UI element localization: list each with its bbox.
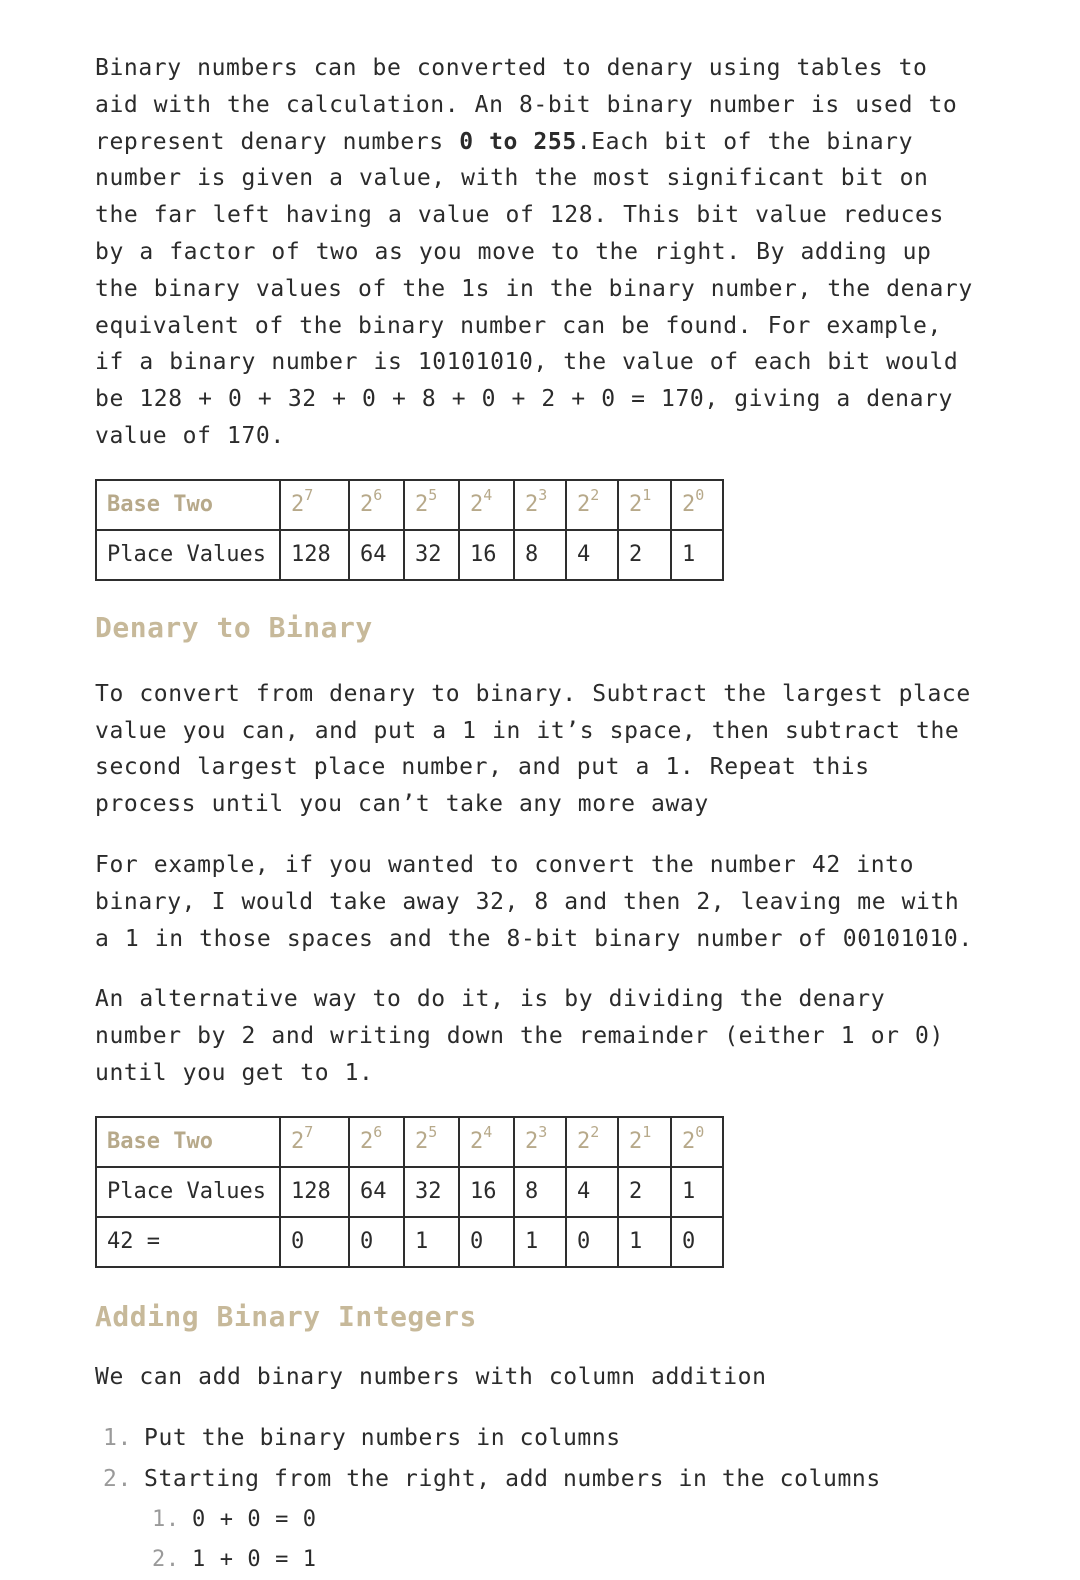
place-value-cell: 8 [514, 530, 566, 580]
bit-cell: 0 [671, 1217, 723, 1267]
denary-paragraph-1: To convert from denary to binary. Subtract the largest place value you can, and put a 1 in it’s space, then subtract the second largest place number, and put a 1. Repeat this process until you can’t take any more away [95, 680, 971, 818]
list-number: 2. [103, 1465, 132, 1492]
power-cell: $2^2$ [566, 480, 618, 530]
bit-cell: 0 [349, 1217, 404, 1267]
sub-list-item: 1. 0 + 0 = 0 [95, 1500, 985, 1540]
place-values-label: Place Values [96, 1167, 280, 1217]
place-value-cell: 8 [514, 1167, 566, 1217]
place-value-table [95, 479, 724, 581]
list-number: 1. [152, 1506, 180, 1532]
power-cell: $2^7$ [280, 1117, 349, 1167]
place-value-cell: 32 [404, 530, 459, 580]
power-cell: $2^5$ [404, 480, 459, 530]
denary-paragraph-2: For example, if you wanted to convert the number 42 into binary, I would take away 32, 8 and then 2, leaving me with a 1 in those spaces and the 8-bit binary number of 00101010. [95, 851, 973, 952]
place-values-row [96, 1167, 723, 1217]
place-value-cell: 64 [349, 1167, 404, 1217]
place-value-cell: 1 [671, 530, 723, 580]
place-value-cell: 4 [566, 1167, 618, 1217]
heading-adding-binary: Adding Binary Integers [95, 1299, 477, 1333]
adding-intro: We can add binary numbers with column addition [95, 1363, 767, 1390]
bit-cell: 0 [459, 1217, 514, 1267]
conversion-table [95, 1116, 724, 1268]
heading-denary-to-binary: Denary to Binary [95, 610, 373, 644]
place-value-cell: 4 [566, 530, 618, 580]
list-number: 2. [152, 1546, 180, 1572]
range-bold: 0 to 255 [459, 128, 577, 155]
place-value-cell: 64 [349, 530, 404, 580]
power-cell: $2^4$ [459, 480, 514, 530]
power-cell: $2^4$ [459, 1117, 514, 1167]
bit-cell: 1 [404, 1217, 459, 1267]
denary-paragraph-3: An alternative way to do it, is by dividing the denary number by 2 and writing down the remainder (either 1 or 0) until you get to 1. [95, 986, 944, 1086]
power-cell: $2^6$ [349, 480, 404, 530]
place-value-cell: 2 [618, 1167, 671, 1217]
place-value-cell: 16 [459, 1167, 514, 1217]
place-value-cell: 32 [404, 1167, 459, 1217]
document-page [95, 50, 985, 1580]
power-cell: $2^5$ [404, 1117, 459, 1167]
power-cell: $2^0$ [671, 480, 723, 530]
base-two-label: Base Two [96, 480, 280, 530]
power-cell: $2^0$ [671, 1117, 723, 1167]
place-value-cell: 2 [618, 530, 671, 580]
power-cell: $2^2$ [566, 1117, 618, 1167]
base-two-label: Base Two [96, 1117, 280, 1167]
list-item: 1. Put the binary numbers in columns [95, 1418, 985, 1459]
bit-cell: 1 [618, 1217, 671, 1267]
bits-label: 42 = [96, 1217, 280, 1267]
place-value-cell: 128 [280, 1167, 349, 1217]
power-cell: $2^1$ [618, 1117, 671, 1167]
steps-list [95, 1418, 985, 1580]
intro-paragraph: Binary numbers can be converted to denary using tables to aid with the calculation. An 8-bit binary number is used to represent denary numbers 0 to 255.Each bit of the binary number is given a value, with the most significant bit on the far left having a value of 128. This bit value reduces by a factor of two as you move to the right. By adding up the binary values of the 1s in the binary number, the denary equivalent of the binary number can be found. For example, if a binary number is 10101010, the value of each bit would be 128 + 0 + 32 + 0 + 8 + 0 + 2 + 0 = 170, giving a denary value of 170. [95, 55, 973, 449]
power-cell: $2^7$ [280, 480, 349, 530]
base-two-row [96, 1117, 723, 1167]
bit-cell: 0 [566, 1217, 618, 1267]
place-values-label: Place Values [96, 530, 280, 580]
place-value-cell: 128 [280, 530, 349, 580]
power-cell: $2^1$ [618, 480, 671, 530]
place-values-row [96, 530, 723, 580]
base-two-row [96, 480, 723, 530]
place-value-cell: 16 [459, 530, 514, 580]
sub-list-item: 2. 1 + 0 = 1 [95, 1540, 985, 1580]
place-value-cell: 1 [671, 1167, 723, 1217]
power-cell: $2^3$ [514, 1117, 566, 1167]
list-number: 1. [103, 1424, 132, 1451]
power-cell: $2^6$ [349, 1117, 404, 1167]
bit-cell: 0 [280, 1217, 349, 1267]
power-cell: $2^3$ [514, 480, 566, 530]
list-item: 2. Starting from the right, add numbers in the columns [95, 1459, 985, 1500]
bit-cell: 1 [514, 1217, 566, 1267]
bits-row [96, 1217, 723, 1267]
